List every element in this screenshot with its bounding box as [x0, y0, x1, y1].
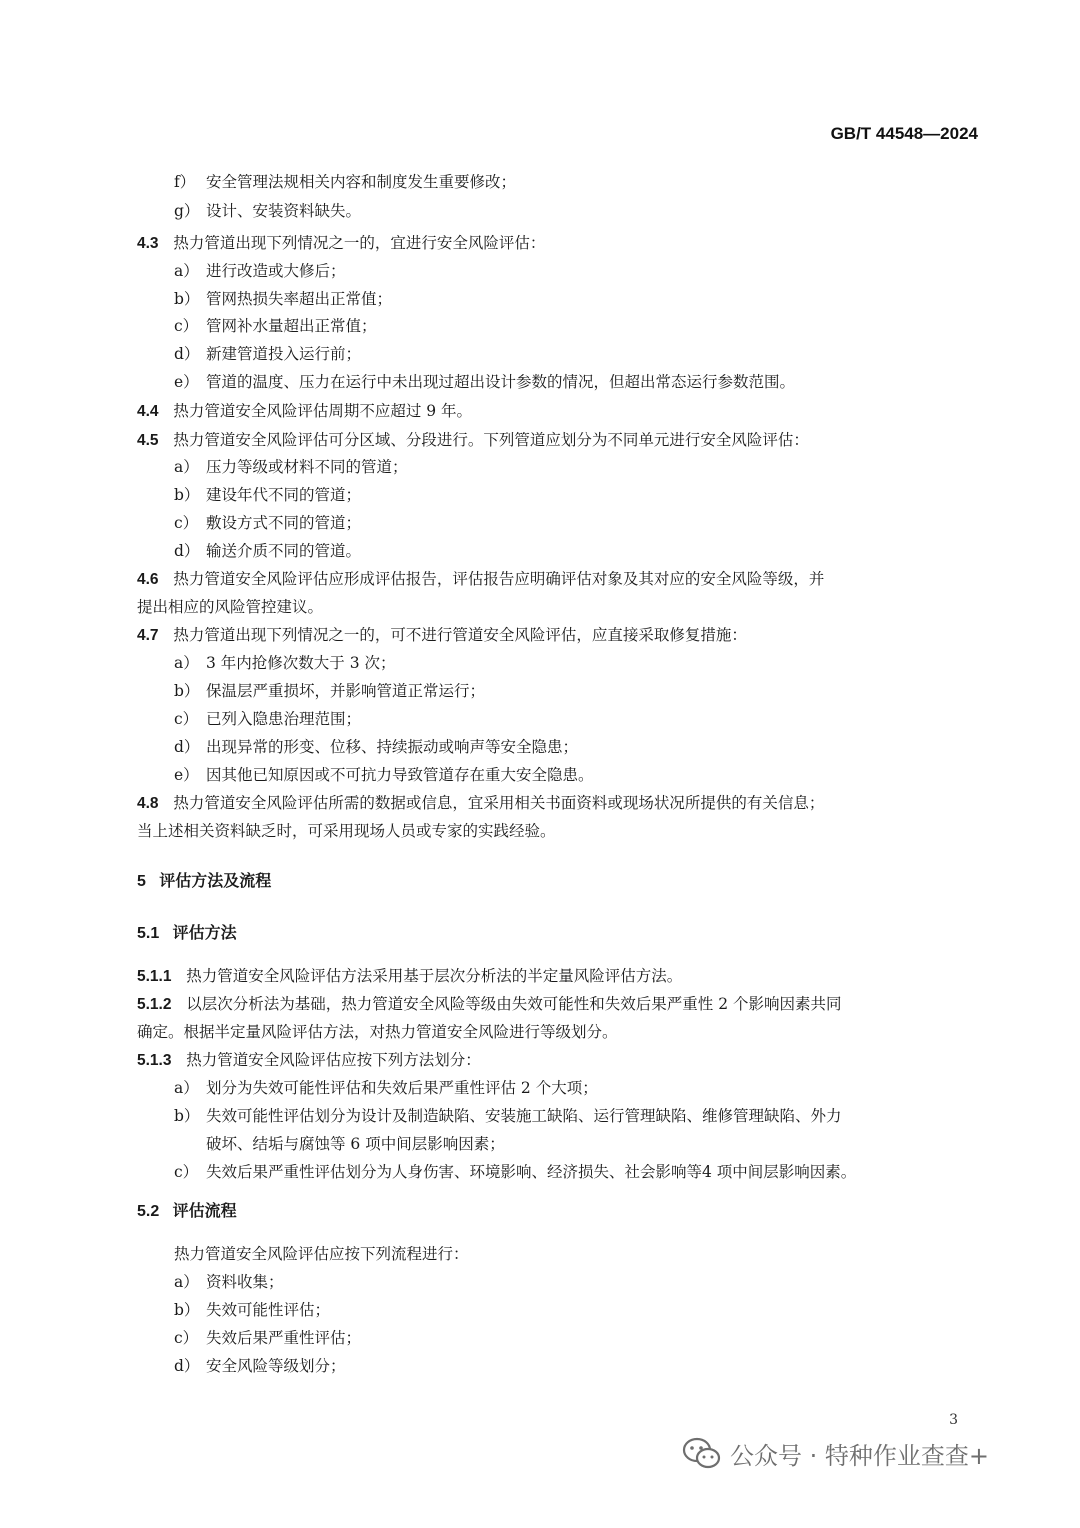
item-mark: a） [174, 458, 199, 476]
item-text: 安全风险等级划分； [206, 1357, 346, 1375]
list-item [0, 513, 1080, 533]
item-text: 建设年代不同的管道； [206, 486, 362, 504]
chapter-title: 评估方法及流程 [159, 873, 272, 890]
clause-text: 热力管道出现下列情况之一的，可不进行管道安全风险评估，应直接采取修复措施： [173, 626, 747, 644]
item-text: 压力等级或材料不同的管道； [206, 458, 408, 476]
item-text: 敷设方式不同的管道； [206, 514, 362, 532]
list-item [0, 681, 1080, 701]
wechat-icon [682, 1437, 722, 1471]
clause-number: 4.5 [137, 432, 159, 449]
list-item [0, 316, 1080, 336]
item-mark: c） [174, 514, 199, 532]
item-text: 新建管道投入运行前； [206, 345, 362, 363]
item-mark: e） [174, 766, 199, 784]
list-item [0, 709, 1080, 729]
clause-text: 热力管道安全风险评估方法采用基于层次分析法的半定量风险评估方法。 [186, 967, 683, 985]
item-mark: c） [174, 710, 199, 728]
list-item [0, 261, 1080, 281]
item-mark: e） [174, 373, 199, 391]
list-item [0, 485, 1080, 505]
list-item-continuation [0, 1134, 1080, 1154]
item-mark: a） [174, 1079, 199, 1097]
item-text: 资料收集； [206, 1273, 284, 1291]
item-mark: d） [174, 1357, 200, 1375]
item-text: 失效可能性评估； [206, 1301, 331, 1319]
clause-5-1-1 [0, 966, 1080, 987]
item-mark: a） [174, 1273, 199, 1291]
item-mark: a） [174, 262, 199, 280]
clause-text: 热力管道安全风险评估周期不应超过 9 年。 [173, 402, 473, 420]
clause-5-1-2 [0, 994, 1080, 1015]
item-mark: b） [174, 682, 200, 700]
item-text: 3 年内抢修次数大于 3 次； [206, 654, 396, 672]
clause-4-5 [0, 430, 1080, 451]
chapter-number: 5 [137, 873, 146, 890]
list-item [0, 1162, 1080, 1182]
standard-code: GB/T 44548—2024 [830, 124, 978, 143]
paragraph-text: 热力管道安全风险评估应按下列流程进行： [174, 1245, 469, 1263]
item-text: 安全管理法规相关内容和制度发生重要修改； [206, 173, 517, 191]
clause-text: 提出相应的风险管控建议。 [137, 598, 324, 616]
list-item [0, 1272, 1080, 1292]
item-mark: b） [174, 1107, 200, 1125]
list-item [0, 653, 1080, 673]
clause-continuation [0, 1022, 1080, 1042]
section-title: 评估流程 [172, 1203, 237, 1220]
clause-text: 当上述相关资料缺乏时，可采用现场人员或专家的实践经验。 [137, 822, 556, 840]
item-text: 失效后果严重性评估； [206, 1329, 362, 1347]
list-item [0, 1356, 1080, 1376]
section-5-1-heading [137, 924, 237, 944]
section-5-2-heading [137, 1202, 237, 1222]
item-text: 失效后果严重性评估划分为人身伤害、环境影响、经济损失、社会影响等4 项中间层影响因素。 [206, 1163, 857, 1181]
clause-number: 4.6 [137, 571, 159, 588]
item-text: 破坏、结垢与腐蚀等 6 项中间层影响因素； [206, 1135, 505, 1153]
item-mark: b） [174, 1301, 200, 1319]
clause-text: 确定。根据半定量风险评估方法，对热力管道安全风险进行等级划分。 [137, 1023, 618, 1041]
clause-number: 4.7 [137, 627, 159, 644]
item-mark: a） [174, 654, 199, 672]
item-mark: c） [174, 1329, 199, 1347]
list-item [0, 201, 1080, 221]
clause-4-8 [0, 793, 1080, 814]
clause-text: 热力管道出现下列情况之一的，宜进行安全风险评估： [173, 234, 546, 252]
item-mark: d） [174, 345, 200, 363]
item-mark: c） [174, 317, 199, 335]
clause-4-4 [0, 401, 1080, 422]
chapter-5-heading [137, 872, 271, 892]
item-text: 保温层严重损坏，并影响管道正常运行； [206, 682, 486, 700]
item-mark: f） [174, 173, 196, 191]
item-text: 管道的温度、压力在运行中未出现过超出设计参数的情况，但超出常态运行参数范围。 [206, 373, 796, 391]
clause-4-6 [0, 569, 1080, 590]
item-mark: b） [174, 486, 200, 504]
item-text: 出现异常的形变、位移、持续振动或响声等安全隐患； [206, 738, 579, 756]
clause-number: 4.8 [137, 795, 159, 812]
item-text: 管网热损失率超出正常值； [206, 290, 393, 308]
page-number: 3 [949, 1412, 958, 1428]
item-text: 已列入隐患治理范围； [206, 710, 362, 728]
list-item [0, 737, 1080, 757]
list-item [0, 289, 1080, 309]
clause-text: 热力管道安全风险评估所需的数据或信息，宜采用相关书面资料或现场状况所提供的有关信息； [173, 794, 825, 812]
list-item [0, 765, 1080, 785]
list-item [0, 1328, 1080, 1348]
list-item [0, 457, 1080, 477]
section-number: 5.2 [137, 1203, 160, 1220]
item-text: 失效可能性评估划分为设计及制造缺陷、安装施工缺陷、运行管理缺陷、维修管理缺陷、外力 [206, 1107, 842, 1125]
clause-number: 4.3 [137, 235, 159, 252]
item-text: 划分为失效可能性评估和失效后果严重性评估 2 个大项； [206, 1079, 598, 1097]
watermark [682, 1436, 989, 1471]
item-mark: c） [174, 1163, 199, 1181]
item-text: 设计、安装资料缺失。 [206, 202, 362, 220]
item-text: 因其他已知原因或不可抗力导致管道存在重大安全隐患。 [206, 766, 594, 784]
watermark-text: 公众号 · 特种作业查查+ [730, 1442, 989, 1470]
list-item [0, 1106, 1080, 1126]
list-item [0, 344, 1080, 364]
item-mark: d） [174, 542, 200, 560]
section-number: 5.1 [137, 925, 160, 942]
item-text: 输送介质不同的管道。 [206, 542, 362, 560]
clause-text: 以层次分析法为基础，热力管道安全风险等级由失效可能性和失效后果严重性 2 个影响因素共同 [186, 995, 842, 1013]
paragraph [0, 1244, 1080, 1264]
clause-continuation [0, 821, 1080, 841]
list-item [0, 372, 1080, 392]
item-mark: b） [174, 290, 200, 308]
section-title: 评估方法 [172, 925, 237, 942]
item-mark: g） [174, 202, 200, 220]
clause-continuation [0, 597, 1080, 617]
clause-text: 热力管道安全风险评估可分区域、分段进行。下列管道应划分为不同单元进行安全风险评估： [173, 431, 809, 449]
item-text: 进行改造或大修后； [206, 262, 346, 280]
list-item [0, 172, 1080, 192]
item-mark: d） [174, 738, 200, 756]
clause-text: 热力管道安全风险评估应形成评估报告，评估报告应明确评估对象及其对应的安全风险等级，并 [173, 570, 825, 588]
clause-number: 5.1.1 [137, 968, 172, 985]
list-item [0, 541, 1080, 561]
clause-number: 5.1.3 [137, 1052, 172, 1069]
clause-4-7 [0, 625, 1080, 646]
clause-number: 4.4 [137, 403, 159, 420]
list-item [0, 1300, 1080, 1320]
clause-4-3 [0, 233, 1080, 254]
list-item [0, 1078, 1080, 1098]
clause-5-1-3 [0, 1050, 1080, 1071]
clause-text: 热力管道安全风险评估应按下列方法划分： [186, 1051, 481, 1069]
clause-number: 5.1.2 [137, 996, 172, 1013]
item-text: 管网补水量超出正常值； [206, 317, 377, 335]
